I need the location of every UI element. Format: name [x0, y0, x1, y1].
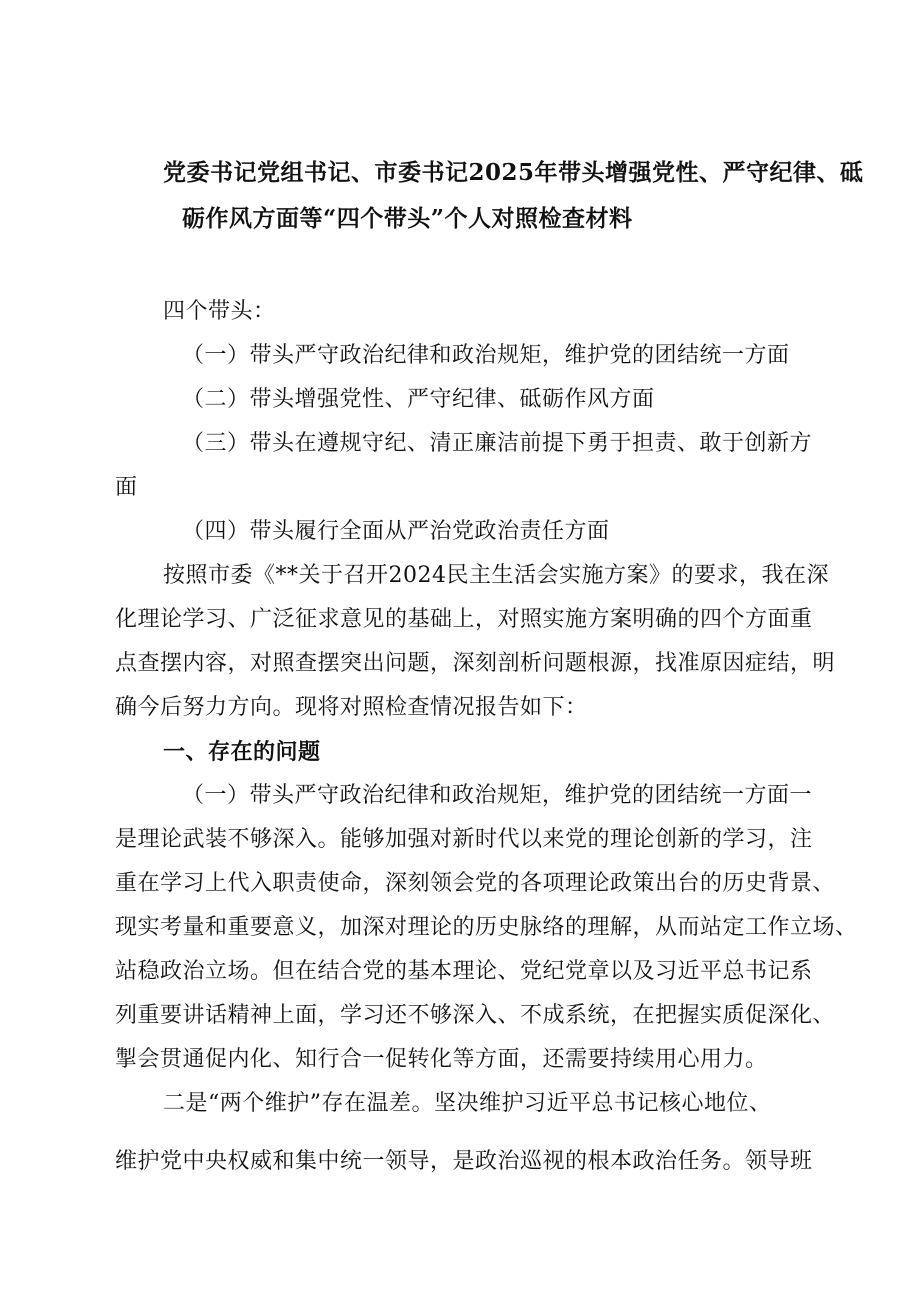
list-item: （三）带头在遵规守纪、清正廉洁前提下勇于担责、敢于创新方	[182, 431, 813, 456]
paragraph-line: 维护党中央权威和集中统一领导，是政治巡视的根本政治任务。领导班	[115, 1149, 813, 1174]
list-item: （二）带头增强党性、严守纪律、砥砺作风方面	[182, 387, 655, 412]
paragraph-line: 掣会贯通促内化、知行合一促转化等方面，还需要持续用心用力。	[115, 1047, 768, 1072]
paragraph-line: 是理论武装不够深入。能够加强对新时代以来党的理论创新的学习，注	[115, 827, 813, 852]
list-item: （一）带头严守政治纪律和政治规矩，维护党的团结统一方面	[182, 343, 790, 368]
paragraph-line: 站稳政治立场。但在结合党的基本理论、党纪党章以及习近平总书记系	[115, 959, 813, 984]
paragraph-line: 二是“两个维护”存在温差。坚决维护习近平总书记核心地位、	[163, 1091, 772, 1116]
paragraph-line: 现实考量和重要意义，加深对理论的历史脉络的理解，从而站定工作立场、	[115, 915, 858, 940]
paragraph-line: 按照市委《**关于召开2024民主生活会实施方案》的要求，我在深	[163, 563, 829, 588]
paragraph-line: 确今后努力方向。现将对照检查情况报告如下：	[115, 695, 588, 720]
paragraph-line: 重在学习上代入职责使命，深刻领会党的各项理论政策出台的历史背景、	[115, 871, 836, 896]
list-item: （四）带头履行全面从严治党政治责任方面	[182, 519, 610, 544]
paragraph-line: 列重要讲话精神上面，学习还不够深入、不成系统，在把握实质促深化、	[115, 1003, 836, 1028]
paragraph-line: 化理论学习、广泛征求意见的基础上，对照实施方案明确的四个方面重	[115, 607, 813, 632]
list-item-continuation: 面	[115, 475, 138, 500]
paragraph-line: 点查摆内容，对照查摆突出问题，深刻剖析问题根源，找准原因症结，明	[115, 651, 836, 676]
section-heading: 一、存在的问题	[163, 739, 321, 765]
intro-label: 四个带头：	[163, 299, 276, 324]
paragraph-line: （一）带头严守政治纪律和政治规矩，维护党的团结统一方面一	[182, 783, 813, 808]
document-title-line-1: 党委书记党组书记、市委书记2025年带头增强党性、严守纪律、砥	[163, 159, 864, 186]
document-title-line-2: 砺作风方面等“四个带头”个人对照检查材料	[182, 205, 633, 232]
